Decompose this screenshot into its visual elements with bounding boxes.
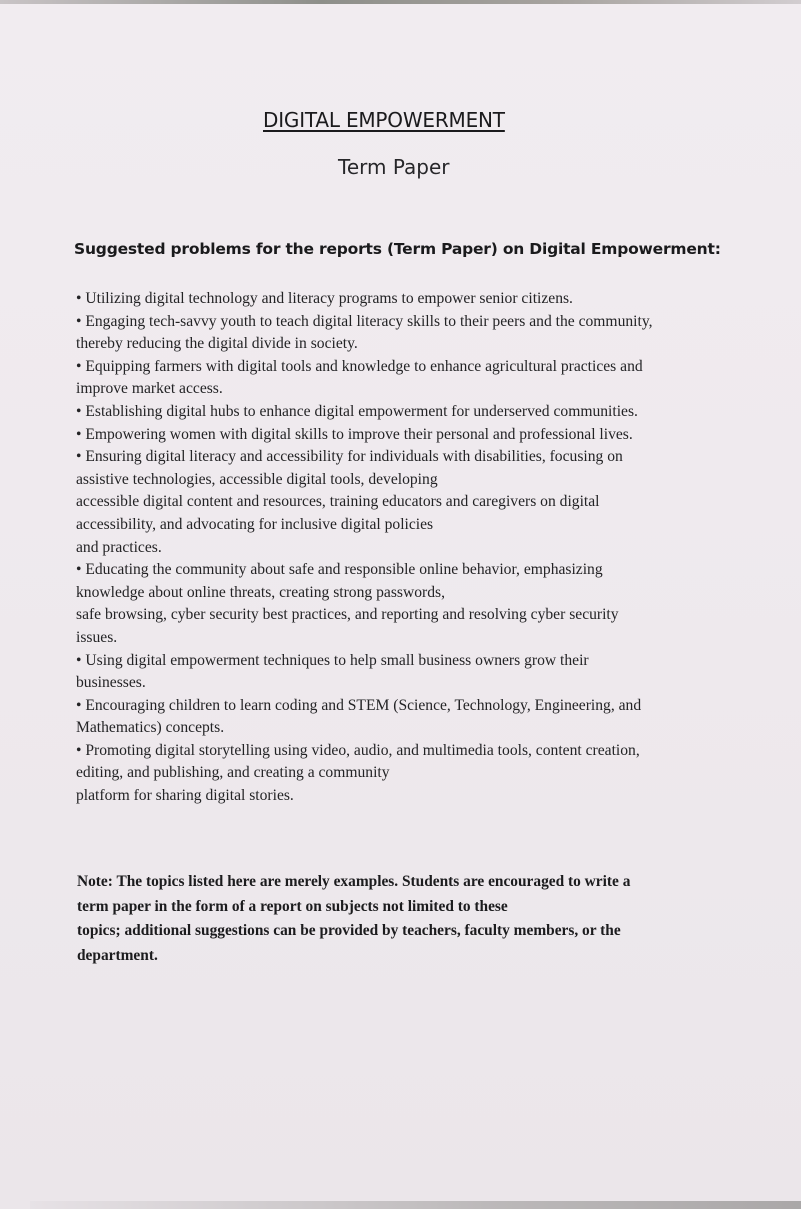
body-line: knowledge about online threats, creating strong passwords, <box>76 583 445 601</box>
note-line: topics; additional suggestions can be provided by teachers, faculty members, or the <box>77 922 621 939</box>
note-line: department. <box>77 946 158 964</box>
document-title: DIGITAL EMPOWERMENT <box>263 108 505 132</box>
body-line: accessibility, and advocating for inclusive digital policies <box>76 515 434 533</box>
body-line: • Establishing digital hubs to enhance digital empowerment for underserved communities. <box>76 402 638 420</box>
topic-list <box>76 288 726 808</box>
body-line: issues. <box>76 628 118 646</box>
body-line: accessible digital content and resources, training educators and caregivers on digital <box>76 493 600 511</box>
body-line: editing, and publishing, and creating a community <box>76 764 390 782</box>
document-subtitle: Term Paper <box>338 155 450 179</box>
body-line: • Equipping farmers with digital tools and knowledge to enhance agricultural practices and <box>76 357 643 375</box>
section-heading: Suggested problems for the reports (Term Paper) on Digital Empowerment: <box>74 240 721 258</box>
body-line: and practices. <box>76 538 162 556</box>
body-line: • Encouraging children to learn coding and STEM (Science, Technology, Engineering, and <box>76 696 642 714</box>
body-line: assistive technologies, accessible digital tools, developing <box>76 470 438 488</box>
body-line: improve market access. <box>76 380 223 398</box>
body-line: safe browsing, cyber security best practices, and reporting and resolving cyber security <box>76 606 619 624</box>
body-line: • Utilizing digital technology and literacy programs to empower senior citizens. <box>76 290 573 307</box>
body-line: thereby reducing the digital divide in society. <box>76 335 358 353</box>
body-line: platform for sharing digital stories. <box>76 787 294 805</box>
body-line: • Using digital empowerment techniques to help small business owners grow their <box>76 651 589 669</box>
body-line: businesses. <box>76 674 146 692</box>
body-line: • Empowering women with digital skills to improve their personal and professional lives. <box>76 425 633 443</box>
body-line: • Ensuring digital literacy and accessibility for individuals with disabilities, focusing on <box>76 448 623 466</box>
body-line: • Promoting digital storytelling using video, audio, and multimedia tools, content creation, <box>76 741 640 759</box>
body-line: Mathematics) concepts. <box>76 719 225 737</box>
note-paragraph <box>77 870 727 968</box>
paper-top-edge <box>0 0 801 4</box>
note-line: Note: The topics listed here are merely examples. Students are encouraged to write a <box>77 873 631 890</box>
body-line: • Engaging tech-savvy youth to teach digital literacy skills to their peers and the community, <box>76 312 653 330</box>
body-line: • Educating the community about safe and responsible online behavior, emphasizing <box>76 561 603 579</box>
paper-bottom-edge <box>30 1201 801 1209</box>
note-line: term paper in the form of a report on subjects not limited to these <box>77 897 508 915</box>
